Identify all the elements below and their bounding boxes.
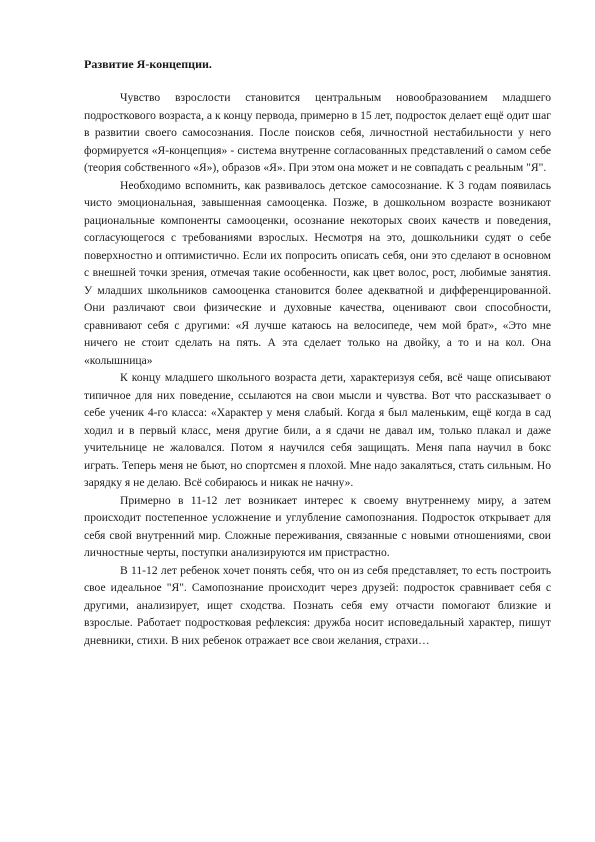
document-title: Развитие Я-концепции. [84,57,212,71]
paragraph-3: К концу младшего школьного возраста дети, характеризуя себя, всё чаще описывают типичное для них поведение, ссылаются на свои мысли и чувства. Вот что рассказывает о себе ученик 4-го класса: «Характер у меня слабый. Когда я был маленьким, ещё когда в сад ходил и в первый класс, меня другие били, а я сдачи не давал им, только плакал и даже учительнице не жаловался. Потом я научился себя защищать. Меня папа научил в бокс играть. Теперь меня не бьют, но спортсмен я плохой. Мне надо закаляться, стать сильным. Но зарядку я не делаю. Всё собираюсь и никак не начну». [84,371,551,489]
paragraph-5: В 11-12 лет ребенок хочет понять себя, что он из себя представляет, то есть построить свое идеальное "Я". Самопознание происходит через друзей: подросток сравнивает себя с другими, анализирует, ищет сходства. Познать себя ему отчасти помогают близкие и взрослые. Работает подростковая рефлексия: дружба носит исповедальный характер, пишут дневники, стихи. В них ребенок отражает все свои желания, страхи… [84,563,551,647]
paragraph-2: Необходимо вспомнить, как развивалось детское самосознание. К 3 годам появилась чисто эмоциональная, завышенная самооценка. Позже, в дошкольном возрасте возникают рациональные компоненты самооценки, осознание некоторых своих качеств и поведения, согласующегося с требованиями взрослых. Несмотря на это, дошкольники судят о себе поверхностно и оптимистично. Если их попросить описать себя, они это сделают в основном с внешней точки зрения, отмечая такие особенности, как цвет волос, рост, любимые занятия. У младших школьников самооценка становится более адекватной и дифференцированной. Они различают свои физические и духовные качества, оценивают свои способности, сравнивают себя с другими: «Я лучше катаюсь на велосипеде, чем мой брат», «Это мне ничего не стоит сделать на пять. А эта сделает только на двойку, а то и на кол. Она «колышница» [84,178,551,367]
paragraph-4: Примерно в 11-12 лет возникает интерес к своему внутреннему миру, а затем происходит постепенное усложнение и углубление самопознания. Подросток открывает для себя свой внутренний мир. Сложные переживания, связанные с новыми отношениями, свои личностные черты, поступки анализируются им пристрастно. [84,493,551,559]
document-page [84,56,551,649]
paragraph-1: Чувство взрослости становится центральным новообразованием младшего подросткового возраста, а к концу первода, примерно в 15 лет, подросток делает ещё одит шаг в развитии своего самосознания. После поисков себя, личностной нестабильности у него формируется «Я-концепция» - система внутренне согласованных представлений о самом себе (теория собственного «Я»), образов «Я». При этом она может и не совпадать с реальным "Я". [84,91,551,174]
